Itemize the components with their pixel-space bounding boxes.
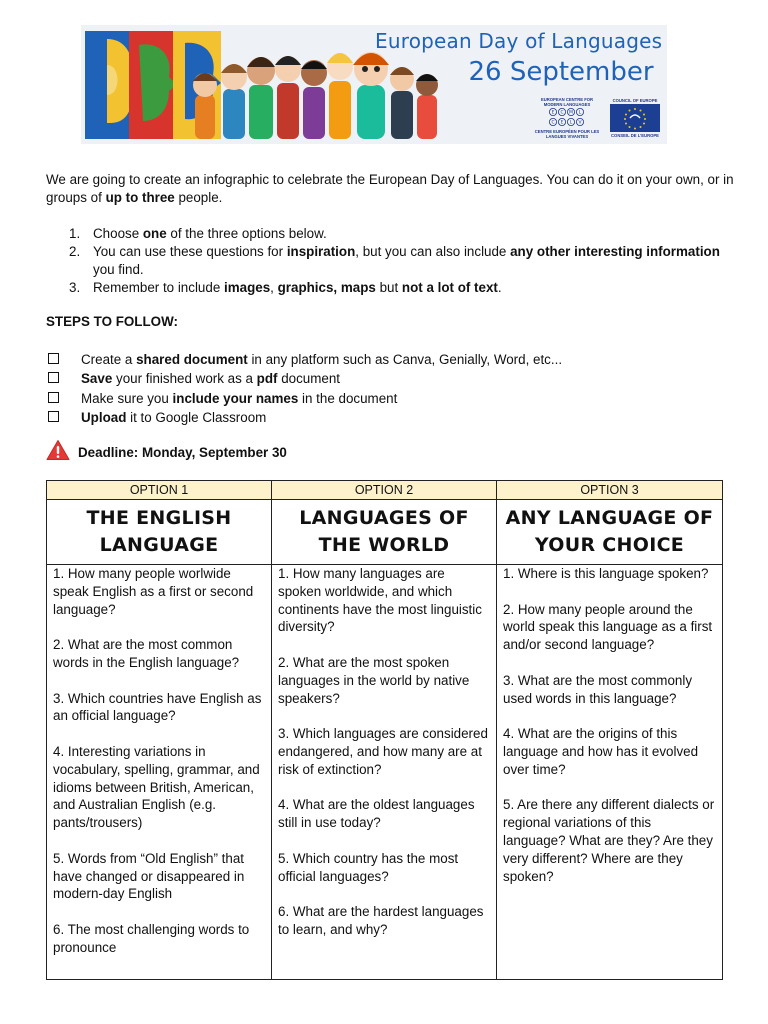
step-text: in the document [298, 390, 398, 406]
step-item [46, 351, 562, 370]
question: 1. How many languages are spoken worldwide, and which continents have the most linguistic diversity? [278, 566, 482, 635]
instruction-bold: images [224, 280, 271, 295]
checkbox[interactable] [48, 392, 59, 403]
step-text: document [277, 371, 341, 387]
ecml-name-fr: CENTRE EUROPÉEN POUR LES LANGUES VIVANTES [534, 129, 600, 139]
star-circle-icon [610, 104, 660, 132]
instruction-item [46, 279, 736, 297]
instruction-bold: inspiration [286, 244, 356, 259]
step-bold: Save [81, 371, 113, 387]
ecml-letter: M [569, 110, 573, 116]
cartoon-characters [193, 52, 438, 139]
banner-title: European Day of Languages [375, 29, 663, 53]
question: 4. Interesting variations in vocabulary, spelling, grammar, and idioms between British, American, and Australian English (e.g. pants/trousers) [53, 743, 260, 831]
ecml-letter: L [569, 120, 573, 126]
instruction-text: of the three options below. [166, 226, 327, 241]
ecml-letter: C [551, 120, 555, 126]
question: 3. Which countries have English as an official language? [53, 690, 262, 724]
question: 1. How many people worlwide speak English as a first or second language? [53, 566, 254, 617]
steps-heading: STEPS TO FOLLOW: [46, 314, 178, 329]
instruction-number: 2. [69, 244, 81, 259]
step-text: Make sure you [81, 390, 173, 406]
option-title: THE ENGLISH LANGUAGE [47, 500, 272, 565]
step-bold: Upload [81, 409, 127, 425]
instruction-bold: graphics, maps [277, 280, 376, 295]
instruction-number: 3. [69, 280, 81, 295]
question: 2. How many people around the world speak this language as a first and/or second language? [503, 601, 713, 653]
coe-name-fr: CONSEIL DE L'EUROPE [611, 133, 659, 138]
instruction-bold: not a lot of text [401, 280, 498, 295]
question: 6. The most challenging words to pronounce [53, 921, 250, 955]
question: 3. Which languages are considered endangered, and how many are at risk of extinction? [278, 726, 488, 777]
instruction-text: Remember to include [93, 280, 224, 295]
options-title-row [47, 500, 723, 565]
step-text: Create a [81, 352, 137, 367]
option-header: OPTION 1 [47, 481, 272, 500]
instruction-number: 1. [69, 226, 81, 241]
options-table [46, 480, 723, 980]
instruction-text: you find. [93, 262, 144, 277]
intro-group-size: up to three [105, 190, 175, 205]
step-text: in any platform such as Canva, Genially, Word, etc... [247, 352, 563, 367]
question: 5. Which country has the most official languages? [278, 850, 459, 884]
instruction-bold: one [142, 226, 167, 241]
intro-text-end: people. [174, 190, 223, 205]
question: 6. What are the hardest languages to learn, and why? [278, 904, 484, 937]
steps-checklist [46, 351, 562, 428]
instructions-list [46, 225, 736, 297]
option-title: ANY LANGUAGE OF YOUR CHOICE [497, 500, 723, 565]
options-header-row [47, 481, 723, 500]
instruction-text: , [270, 280, 278, 295]
step-bold: pdf [256, 371, 278, 387]
step-text: your finished work as a [112, 371, 257, 387]
option-questions [272, 565, 497, 980]
option-header: OPTION 2 [272, 481, 497, 500]
council-of-europe-flag [610, 104, 660, 132]
instruction-text: Choose [93, 226, 143, 241]
instruction-text: You can use these questions for [93, 244, 287, 259]
question: 5. Are there any different dialects or regional variations of this language? What are they? Are they very different? Where are they spoken? [503, 797, 715, 884]
step-bold: include your names [172, 390, 299, 406]
intro-paragraph [46, 171, 736, 207]
question: 3. What are the most commonly used words in this language? [503, 672, 693, 706]
ecml-logo [533, 97, 601, 141]
ecml-letter: V [578, 120, 582, 126]
ecml-letter: E [551, 110, 555, 116]
event-banner [81, 25, 667, 144]
step-item [46, 390, 562, 409]
deadline-text: Deadline: Monday, September 30 [78, 445, 287, 460]
step-item [46, 370, 562, 389]
ecml-name-en: EUROPEAN CENTRE FOR MODERN LANGUAGES [540, 97, 594, 107]
options-questions-row [47, 565, 723, 980]
question: 2. What are the most common words in the English language? [53, 637, 240, 670]
question: 5. Words from “Old English” that have changed or disappeared in modern-day English [53, 850, 245, 902]
checkbox[interactable] [48, 372, 59, 383]
step-item [46, 409, 562, 428]
instruction-text: , but you can also include [355, 244, 511, 259]
warning-icon [46, 439, 70, 461]
instruction-text: . [497, 280, 502, 295]
instruction-item [46, 243, 736, 279]
checkbox[interactable] [48, 353, 59, 364]
ecml-letter: E [560, 120, 564, 126]
instruction-bold: any other interesting information [510, 244, 720, 259]
question: 2. What are the most spoken languages in the world by native speakers? [278, 654, 470, 706]
checkbox[interactable] [48, 411, 59, 422]
question: 1. Where is this language spoken? [503, 566, 709, 581]
instruction-text: but [375, 280, 402, 295]
option-questions [47, 565, 272, 980]
option-questions [497, 565, 723, 980]
coe-name-en: COUNCIL OF EUROPE [612, 98, 658, 103]
ecml-letter: L [578, 110, 582, 116]
option-title: LANGUAGES OF THE WORLD [272, 500, 497, 565]
option-header: OPTION 3 [497, 481, 723, 500]
question: 4. What are the oldest languages still in use today? [278, 797, 475, 831]
step-text: it to Google Classroom [126, 409, 267, 425]
council-of-europe-logo [607, 97, 663, 141]
banner-date: 26 September [468, 57, 654, 87]
intro-text: We are going to create an infographic to celebrate the European Day of Languages. You can do it on your own, or in groups of [46, 172, 734, 205]
ecml-letter: C [560, 110, 564, 116]
question: 4. What are the origins of this language and how has it evolved over time? [503, 726, 699, 777]
instruction-item [46, 225, 736, 243]
step-bold: shared document [136, 352, 248, 367]
